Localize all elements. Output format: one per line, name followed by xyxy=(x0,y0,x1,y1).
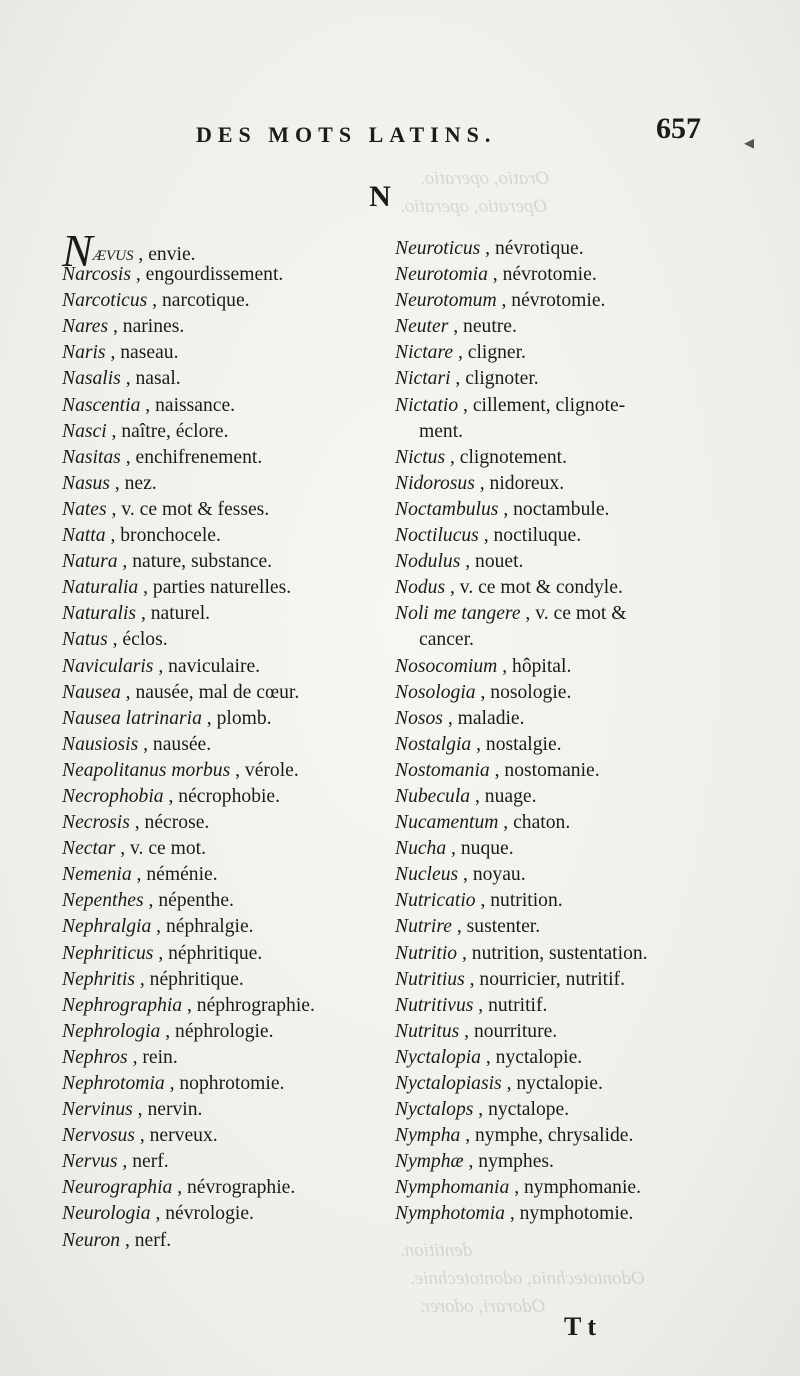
dictionary-entry xyxy=(395,1071,715,1097)
dictionary-entry xyxy=(62,862,392,888)
dictionary-entry xyxy=(62,262,392,288)
entry-gloss: , nuque. xyxy=(446,838,514,860)
entry-gloss: , bronchocele. xyxy=(105,525,221,547)
left-column xyxy=(62,225,392,1254)
dictionary-entry xyxy=(62,627,392,653)
entry-term: Natus xyxy=(62,629,108,651)
entry-term: Nephriticus xyxy=(62,942,154,964)
entry-gloss: , nerf. xyxy=(120,1229,172,1251)
entry-gloss: , névrotomie. xyxy=(487,264,597,286)
entry-term: Nymphomania xyxy=(395,1177,510,1199)
dictionary-entry xyxy=(62,471,392,497)
entry-term: Nosologia xyxy=(395,681,476,703)
entry-gloss: , nutrition, sustentation. xyxy=(457,942,648,964)
bleed-through-text: Odorari, odorer. xyxy=(420,1296,546,1317)
entry-gloss: , népenthe. xyxy=(143,890,234,912)
entry-term: Nausea xyxy=(62,681,121,703)
dictionary-entry xyxy=(62,1123,392,1149)
dictionary-entry xyxy=(395,340,715,366)
entry-term: Nostalgia xyxy=(395,733,472,755)
entry-gloss: , chaton. xyxy=(498,812,571,834)
entry-gloss: , v. ce mot & fesses. xyxy=(106,498,270,520)
entry-term: Nymphæ xyxy=(395,1151,464,1173)
entry-gloss: , nyctalopie. xyxy=(501,1073,603,1094)
entry-gloss: , nutrition. xyxy=(475,890,563,912)
bleed-through-text: dentition. xyxy=(400,1240,473,1261)
entry-term: Neuron xyxy=(62,1229,121,1251)
dictionary-entry xyxy=(62,523,392,549)
dictionary-entry xyxy=(395,758,715,784)
entry-term: Nodus xyxy=(395,577,446,599)
entry-term: Nates xyxy=(62,498,107,520)
dictionary-entry xyxy=(62,706,392,732)
dictionary-entry xyxy=(62,419,392,445)
entry-term: Nervinus xyxy=(62,1099,133,1121)
page-number: 657 xyxy=(656,112,701,145)
dictionary-entry xyxy=(62,314,392,340)
entry-gloss: , v. ce mot. xyxy=(115,838,207,860)
entry-term: Nymphotomia xyxy=(395,1203,505,1225)
entry-gloss: , naissance. xyxy=(140,394,236,416)
entry-gloss: , maladie. xyxy=(442,707,525,729)
entry-term: Natura xyxy=(62,551,118,573)
entry-term: Nephrotomia xyxy=(62,1073,165,1094)
entry-gloss: , nutritif. xyxy=(473,994,548,1016)
dictionary-entry xyxy=(395,732,715,758)
entry-gloss: , naître, éclore. xyxy=(106,420,229,442)
dictionary-entry xyxy=(395,523,715,549)
entry-gloss: , nymphe, chrysalide. xyxy=(460,1125,634,1147)
entry-term: Nemenia xyxy=(62,864,132,886)
entry-gloss: , plomb. xyxy=(201,707,272,729)
dictionary-entry xyxy=(395,1097,715,1123)
dictionary-entry xyxy=(62,993,392,1019)
entry-gloss: , néphritique. xyxy=(153,942,263,964)
entry-gloss: , névrographie. xyxy=(172,1177,296,1199)
dictionary-entry xyxy=(395,706,715,732)
dictionary-entry xyxy=(62,497,392,523)
entry-term: Neapolitanus morbus xyxy=(62,759,231,781)
entry-gloss: , neutre. xyxy=(448,316,517,338)
entry-gloss: , nymphes. xyxy=(463,1151,554,1173)
entry-gloss: ment. xyxy=(419,420,464,442)
dictionary-entry xyxy=(395,1123,715,1149)
entry-gloss: , rein. xyxy=(127,1046,178,1068)
entry-term: Nyctalopia xyxy=(395,1046,481,1068)
dictionary-entry xyxy=(62,784,392,810)
entry-term: Necrophobia xyxy=(62,785,164,807)
dictionary-entry xyxy=(62,1071,392,1097)
bleed-through-text: Oratio, operatio. xyxy=(420,168,550,189)
dictionary-entry xyxy=(62,758,392,784)
bleed-through-text: Odontotechnia, odontotechnie. xyxy=(410,1268,645,1289)
dictionary-entry xyxy=(395,862,715,888)
entry-gloss: , narines. xyxy=(108,316,185,338)
dictionary-entry xyxy=(395,419,715,445)
entry-gloss: , nature, substance. xyxy=(117,551,273,573)
entry-term: Nectar xyxy=(62,838,116,860)
dictionary-entry xyxy=(62,288,392,314)
dictionary-entry xyxy=(62,1045,392,1071)
entry-gloss: , nez. xyxy=(109,472,157,494)
drop-cap: N xyxy=(62,225,93,276)
entry-term: Nascentia xyxy=(62,394,141,416)
entry-gloss: , nécrophobie. xyxy=(163,785,281,807)
entry-term-rest: ÆVUS xyxy=(92,248,134,264)
entry-gloss: , néphritique. xyxy=(134,968,244,990)
entry-gloss: , éclos. xyxy=(107,629,168,651)
dictionary-entry xyxy=(62,1097,392,1123)
dictionary-entry xyxy=(395,941,715,967)
entry-gloss: , v. ce mot & xyxy=(520,603,627,625)
dictionary-entry xyxy=(395,1019,715,1045)
dictionary-entry xyxy=(395,627,715,653)
entry-term: Nervosus xyxy=(62,1125,135,1147)
entry-term: Nasci xyxy=(62,420,107,442)
dictionary-entry xyxy=(395,810,715,836)
dictionary-entry xyxy=(62,1019,392,1045)
entry-gloss: , nausée, mal de cœur. xyxy=(120,681,300,703)
entry-term: Naturalis xyxy=(62,603,137,625)
dictionary-entry xyxy=(62,1149,392,1175)
dictionary-entry xyxy=(395,836,715,862)
entry-term: Neuroticus xyxy=(395,238,481,259)
dictionary-entry xyxy=(62,445,392,471)
dictionary-entry xyxy=(395,314,715,340)
entry-term: Nutritio xyxy=(395,942,458,964)
dictionary-entry xyxy=(62,366,392,392)
entry-term: Nasitas xyxy=(62,446,121,468)
dictionary-entry xyxy=(62,914,392,940)
entry-term: Neurotomia xyxy=(395,264,488,286)
dictionary-entry xyxy=(62,1228,392,1254)
entry-gloss: , nostomanie. xyxy=(489,759,600,781)
entry-gloss: , nourriture. xyxy=(459,1020,558,1042)
entry-gloss: , nophrotomie. xyxy=(164,1073,285,1094)
entry-term: Nutritius xyxy=(395,968,465,990)
dictionary-entry xyxy=(395,784,715,810)
entry-term: Necrosis xyxy=(62,812,130,834)
dictionary-entry xyxy=(62,601,392,627)
entry-gloss: , vérole. xyxy=(230,759,299,781)
running-head: DES MOTS LATINS. xyxy=(196,122,497,147)
dictionary-entry xyxy=(62,810,392,836)
dictionary-entry xyxy=(395,575,715,601)
bleed-through-text: Operatio, operatio. xyxy=(400,196,548,217)
entry-gloss: , narcotique. xyxy=(147,290,250,312)
dictionary-entry xyxy=(62,1175,392,1201)
dictionary-entry xyxy=(395,288,715,314)
entry-gloss: , nerf. xyxy=(117,1151,169,1173)
entry-term: Nepenthes xyxy=(62,890,144,912)
entry-gloss: , noctiluque. xyxy=(478,525,582,547)
entry-term: Nutritus xyxy=(395,1020,460,1042)
dictionary-entry xyxy=(395,262,715,288)
entry-gloss: , nasal. xyxy=(120,368,181,390)
entry-term: Nidorosus xyxy=(395,472,475,494)
dictionary-entry xyxy=(62,575,392,601)
entry-term: Nutritivus xyxy=(395,994,474,1016)
entry-term: Nausiosis xyxy=(62,733,139,755)
entry-gloss: , naturel. xyxy=(136,603,211,625)
entry-gloss: , nerveux. xyxy=(134,1125,218,1147)
dictionary-entry xyxy=(395,497,715,523)
entry-gloss: , nécrose. xyxy=(129,812,210,834)
entry-gloss: , parties naturelles. xyxy=(138,577,292,599)
entry-term: Natta xyxy=(62,525,106,547)
entry-term: Nephralgia xyxy=(62,916,152,938)
entry-gloss: , noctambule. xyxy=(498,498,610,520)
dictionary-entry xyxy=(395,471,715,497)
entry-term: Nephrographia xyxy=(62,994,183,1016)
dictionary-entry xyxy=(395,549,715,575)
entry-gloss: , névrologie. xyxy=(150,1203,254,1225)
dictionary-entry xyxy=(395,1175,715,1201)
entry-gloss: , nouet. xyxy=(460,551,524,573)
entry-term: Nares xyxy=(62,316,109,338)
entry-gloss: , clignotement. xyxy=(445,446,567,468)
dictionary-entry xyxy=(395,236,715,262)
entry-term: Nutricatio xyxy=(395,890,476,912)
entry-gloss: , nausée. xyxy=(138,733,212,755)
entry-term: Nyctalopiasis xyxy=(395,1073,502,1094)
entry-term: Neuter xyxy=(395,316,449,338)
dictionary-entry xyxy=(395,680,715,706)
entry-term: Nyctalops xyxy=(395,1099,474,1121)
entry-gloss: , naviculaire. xyxy=(153,655,261,677)
entry-term: Narcoticus xyxy=(62,290,148,312)
entry-gloss: , néphrographie. xyxy=(182,994,315,1016)
entry-gloss: , nourricier, nutritif. xyxy=(464,968,625,990)
entry-gloss: , clignoter. xyxy=(450,368,539,390)
dictionary-entry xyxy=(62,888,392,914)
entry-gloss: , nosologie. xyxy=(475,681,572,703)
entry-gloss: , v. ce mot & condyle. xyxy=(445,577,623,599)
entry-term: Navicularis xyxy=(62,655,154,677)
entry-term: Neurologia xyxy=(62,1203,151,1225)
entry-term: Noli me tangere xyxy=(395,603,521,625)
dictionary-entry xyxy=(62,654,392,680)
entry-term: Noctilucus xyxy=(395,525,479,547)
dictionary-entry xyxy=(395,445,715,471)
entry-term: Nictari xyxy=(395,368,451,390)
dictionary-entry xyxy=(62,941,392,967)
entry-gloss: , nymphotomie. xyxy=(504,1203,634,1225)
dictionary-entry xyxy=(395,967,715,993)
dictionary-entry xyxy=(62,340,392,366)
entry-term: Nosocomium xyxy=(395,655,498,677)
entry-term: Neurographia xyxy=(62,1177,173,1199)
entry-term: Narcosis xyxy=(62,264,131,286)
entry-term: Nasus xyxy=(62,472,110,494)
entry-gloss: , névrotomie. xyxy=(496,290,606,312)
entry-gloss: , néménie. xyxy=(131,864,218,886)
entry-term: Nodulus xyxy=(395,551,461,573)
entry-gloss: , nuage. xyxy=(470,785,537,807)
entry-gloss: , cillement, clignote- xyxy=(458,394,626,416)
dictionary-entry xyxy=(395,1201,715,1227)
dictionary-entry xyxy=(395,993,715,1019)
entry-gloss: , noyau. xyxy=(458,864,526,886)
entry-term: Nephros xyxy=(62,1046,128,1068)
dictionary-entry xyxy=(395,601,715,627)
entry-term: Nutrire xyxy=(395,916,452,938)
entry-gloss: , nyctalopie. xyxy=(480,1046,583,1068)
dictionary-entry xyxy=(62,393,392,419)
dictionary-entry xyxy=(395,393,715,419)
dictionary-entry xyxy=(395,914,715,940)
entry-term: Nausea latrinaria xyxy=(62,707,202,729)
entry-gloss: , nostalgie. xyxy=(471,733,562,755)
entry-term: Nephritis xyxy=(62,968,135,990)
entry-gloss: , nyctalope. xyxy=(473,1099,570,1121)
entry-term: Nasalis xyxy=(62,368,121,390)
dictionary-entry xyxy=(395,1045,715,1071)
signature-mark: T t xyxy=(564,1312,597,1341)
dictionary-entry xyxy=(62,967,392,993)
entry-term: Nosos xyxy=(395,707,443,729)
entry-gloss: , nymphomanie. xyxy=(509,1177,641,1199)
dictionary-entry xyxy=(62,732,392,758)
dictionary-entry xyxy=(395,366,715,392)
section-letter: N xyxy=(369,180,391,213)
entry-gloss: , sustenter. xyxy=(451,916,541,938)
dictionary-entry xyxy=(395,1149,715,1175)
entry-term: Neurotomum xyxy=(395,290,497,312)
entry-gloss: , néphrologie. xyxy=(160,1020,274,1042)
entry-term: Nucamentum xyxy=(395,812,499,834)
entry-gloss: cancer. xyxy=(419,629,474,651)
entry-term: Naturalia xyxy=(62,577,139,599)
entry-term: Nucleus xyxy=(395,864,459,886)
entry-term: Nostomania xyxy=(395,759,490,781)
dictionary-entry xyxy=(62,836,392,862)
entry-term: Nervus xyxy=(62,1151,118,1173)
entry-term: Nympha xyxy=(395,1125,461,1147)
entry-term: Nubecula xyxy=(395,785,471,807)
entry-gloss: , néphralgie. xyxy=(151,916,254,938)
entry-term: Nephrologia xyxy=(62,1020,161,1042)
dictionary-entry xyxy=(62,1201,392,1227)
dictionary-entry xyxy=(395,654,715,680)
entry-gloss: , envie. xyxy=(133,244,196,265)
dictionary-entry xyxy=(395,888,715,914)
entry-gloss: , nervin. xyxy=(132,1099,203,1121)
entry-term: Naris xyxy=(62,342,106,364)
entry-gloss: , cligner. xyxy=(453,342,526,364)
dictionary-entry xyxy=(62,549,392,575)
entry-term: Nictatio xyxy=(395,394,459,416)
entry-gloss: , hôpital. xyxy=(497,655,572,677)
entry-gloss: , engourdissement. xyxy=(130,264,284,286)
dictionary-entry xyxy=(62,680,392,706)
entry-gloss: , enchifrenement. xyxy=(120,446,263,468)
entry-term: Noctambulus xyxy=(395,498,499,520)
entry-gloss: , névrotique. xyxy=(480,238,584,259)
entry-gloss: , naseau. xyxy=(105,342,179,364)
ink-mark: ◂ xyxy=(744,132,755,154)
right-column xyxy=(395,236,715,1228)
entry-term: Nucha xyxy=(395,838,447,860)
entry-term: Nictare xyxy=(395,342,454,364)
entry-gloss: , nidoreux. xyxy=(474,472,565,494)
entry-term: Nictus xyxy=(395,446,446,468)
